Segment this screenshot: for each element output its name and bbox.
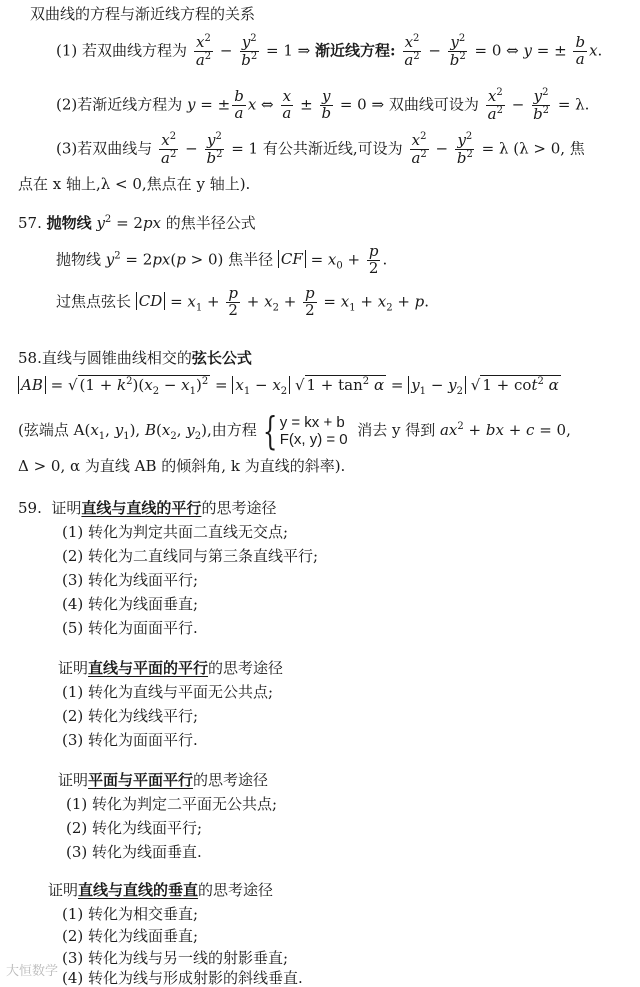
hyperbola-item-3-cont: 点在 x 轴上,λ < 0,焦点在 y 轴上). <box>18 175 251 193</box>
heading-line-plane-parallel: 证明直线与平面的平行的思考途径 <box>58 659 284 677</box>
hyperbola-item-2: (2)若渐近线方程为 y = ± $\frac{b}{a}$ x ⇔ $\frac{x}{a}$ ± $\frac{y}{b}$ = 0 ⇒ 双曲线可设为 $\frac{x^2}{a^2}$ − $\frac{y^2}{b^2}$ = λ. <box>56 87 590 123</box>
chord-length-note: (弦端点 $A(x_1$, $y_1$), $B(x_2$, $y_2$),由方程 { y = kx + b F(x, y) = 0 消去 y 得到 $ax^2$ + bx + c = 0, <box>18 409 571 453</box>
list-item: (5) 转化为面面平行. <box>62 619 198 637</box>
list-item: (3) 转化为线与另一线的射影垂直; <box>62 949 289 967</box>
list-item: (3) 转化为线面平行; <box>62 571 199 589</box>
heading-line-line-parallel: 59. 证明直线与直线的平行的思考途径 <box>18 499 277 517</box>
chord-length-formula: AB = √ $(1 + k^2)(x_2 - x_1)^2 = x_1 - x_2$ √ $1 + \tan^2 \alpha = y_1 - y_2$ √ $1 + \cot^2 \alpha$ <box>18 376 561 397</box>
list-item: (2) 转化为线面垂直; <box>62 927 199 945</box>
list-item: (2) 转化为线线平行; <box>62 707 199 725</box>
heading-line-line-perpendicular: 证明直线与直线的垂直的思考途径 <box>48 881 274 899</box>
list-item: (2) 转化为二直线同与第三条直线平行; <box>62 547 319 565</box>
list-item: (1) 转化为相交垂直; <box>62 905 199 923</box>
list-item: (3) 转化为线面垂直. <box>66 843 202 861</box>
watermark: 大恒数学 <box>6 963 59 978</box>
heading-plane-plane-parallel: 证明平面与平面平行的思考途径 <box>58 771 269 789</box>
section-title-hyperbola: 双曲线的方程与渐近线方程的关系 <box>30 5 256 23</box>
chord-length-note-cont: Δ > 0, α 为直线 AB 的倾斜角, k 为直线的斜率). <box>18 457 346 475</box>
section-title-parabola: 57. 抛物线 $y^2 = 2px$ 的焦半径公式 <box>18 214 256 232</box>
hyperbola-item-1: (1) 若双曲线方程为 $\frac{x^2}{a^2}$ − $\frac{y^2}{b^2}$ = 1 ⇒ 渐近线方程: $\frac{x^2}{a^2}$ − $\frac{y^2}{b^2}$ = 0 ⇔ y = ± $\frac{b}{a}$ x. <box>56 33 603 69</box>
list-item: (1) 转化为判定共面二直线无交点; <box>62 523 289 541</box>
list-item: (4) 转化为线与形成射影的斜线垂直. <box>62 969 303 987</box>
list-item: (4) 转化为线面垂直; <box>62 595 199 613</box>
list-item: (3) 转化为面面平行. <box>62 731 198 749</box>
hyperbola-item-3: (3)若双曲线与 $\frac{x^2}{a^2}$ − $\frac{y^2}{b^2}$ = 1 有公共渐近线,可设为 $\frac{x^2}{a^2}$ − $\frac{y^2}{b^2}$ = λ (λ > 0, 焦 <box>56 131 585 167</box>
parabola-focal-radius: 抛物线 $y^2 = 2px(p > 0)$ 焦半径 CF = $x_0$ + $\frac{p}{2}$ . <box>56 242 388 277</box>
list-item: (1) 转化为判定二平面无公共点; <box>66 795 278 813</box>
parabola-chord-length: 过焦点弦长 CD = $x_1$ + $\frac{p}{2}$ + $x_2$ + $\frac{p}{2}$ = $x_1 + x_2 + p$. <box>56 284 430 319</box>
list-item: (1) 转化为直线与平面无公共点; <box>62 683 274 701</box>
section-title-chord: 58.直线与圆锥曲线相交的弦长公式 <box>18 349 252 367</box>
list-item: (2) 转化为线面平行; <box>66 819 203 837</box>
